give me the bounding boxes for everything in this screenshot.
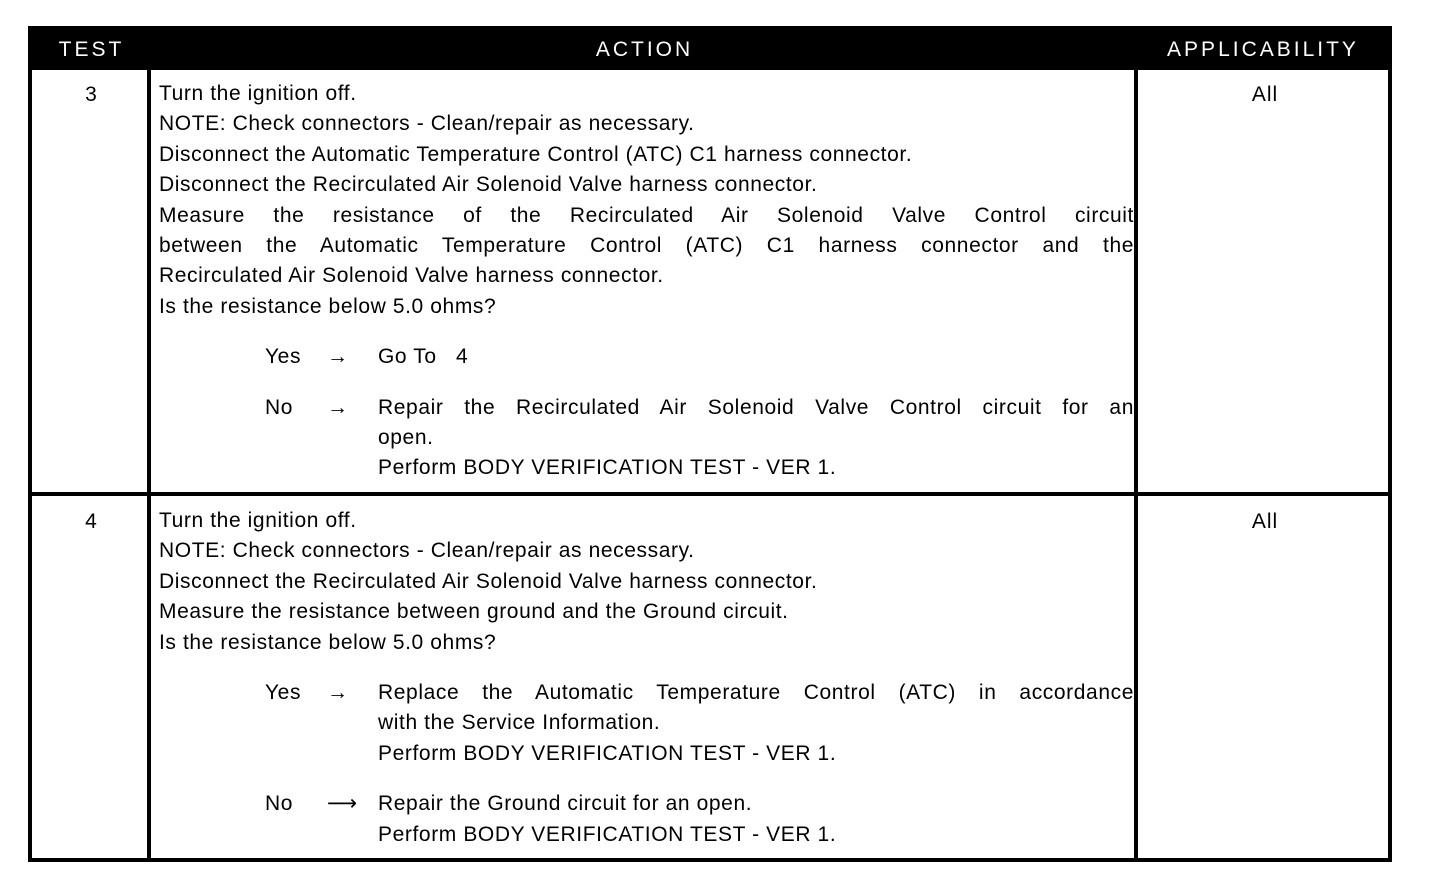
- arrow-icon: →: [327, 345, 349, 369]
- action-note: NOTE: Check connectors - Clean/repair as necessary.: [159, 112, 695, 136]
- diagnostic-test-table: [28, 26, 1392, 862]
- outcome-label: No: [265, 395, 294, 419]
- row-divider: [32, 492, 1388, 496]
- column-divider: [147, 70, 151, 858]
- outcome-line: open.: [378, 426, 434, 450]
- outcome-line: Replace the Automatic Temperature Control (ATC) in accordance: [378, 681, 1134, 705]
- outcome-result: [378, 342, 1134, 372]
- header-test: TEST: [58, 38, 125, 61]
- arrow-icon: →: [327, 681, 349, 705]
- table-header: [32, 30, 1388, 70]
- action-step: Turn the ignition off.: [159, 509, 357, 532]
- action-step: Turn the ignition off.: [159, 82, 357, 105]
- action-step: Disconnect the Recirculated Air Solenoid Valve harness connector.: [159, 569, 818, 593]
- action-question: Is the resistance below 5.0 ohms?: [159, 630, 497, 654]
- action-step: Recirculated Air Solenoid Valve harness connector.: [159, 264, 664, 288]
- outcome-line: with the Service Information.: [378, 711, 661, 735]
- outcome-line: Perform BODY VERIFICATION TEST - VER 1.: [378, 822, 837, 846]
- outcome-line: Repair the Ground circuit for an open.: [378, 792, 753, 816]
- action-step: Measure the resistance between ground and the Ground circuit.: [159, 600, 789, 624]
- outcome-label: Yes: [265, 345, 302, 369]
- test-number: 4: [85, 510, 98, 533]
- action-cell: [159, 79, 1134, 484]
- outcome-label: Yes: [265, 681, 302, 705]
- outcome-line: Perform BODY VERIFICATION TEST - VER 1.: [378, 741, 837, 765]
- action-cell: [159, 506, 1134, 850]
- test-number: 3: [85, 83, 98, 106]
- outcome-result: [378, 789, 1134, 850]
- outcome-result: [378, 393, 1134, 484]
- outcome-line: Perform BODY VERIFICATION TEST - VER 1.: [378, 456, 837, 480]
- action-step: Disconnect the Recirculated Air Solenoid Valve harness connector.: [159, 173, 818, 197]
- outcome-yes: [159, 342, 1134, 372]
- applicability-value: All: [1251, 83, 1279, 106]
- header-action: ACTION: [595, 38, 694, 61]
- outcome-no: [159, 393, 1134, 484]
- column-divider: [1134, 70, 1138, 858]
- action-question: Is the resistance below 5.0 ohms?: [159, 294, 497, 318]
- applicability-value: All: [1251, 510, 1279, 533]
- outcome-no: [159, 789, 1134, 850]
- goto-link[interactable]: Go To 4: [378, 345, 469, 369]
- arrow-icon: ⟶: [327, 792, 358, 816]
- action-step: between the Automatic Temperature Control (ATC) C1 harness connector and the: [159, 234, 1134, 258]
- outcome-yes: [159, 678, 1134, 769]
- outcome-line: Repair the Recirculated Air Solenoid Valve Control circuit for an: [378, 395, 1134, 419]
- header-applicability: APPLICABILITY: [1167, 38, 1359, 61]
- outcome-label: No: [265, 792, 294, 816]
- action-step: Disconnect the Automatic Temperature Control (ATC) C1 harness connector.: [159, 142, 913, 166]
- arrow-icon: →: [327, 395, 349, 419]
- action-step: Measure the resistance of the Recirculated Air Solenoid Valve Control circuit: [159, 203, 1134, 227]
- action-note: NOTE: Check connectors - Clean/repair as necessary.: [159, 539, 695, 563]
- outcome-result: [378, 678, 1134, 769]
